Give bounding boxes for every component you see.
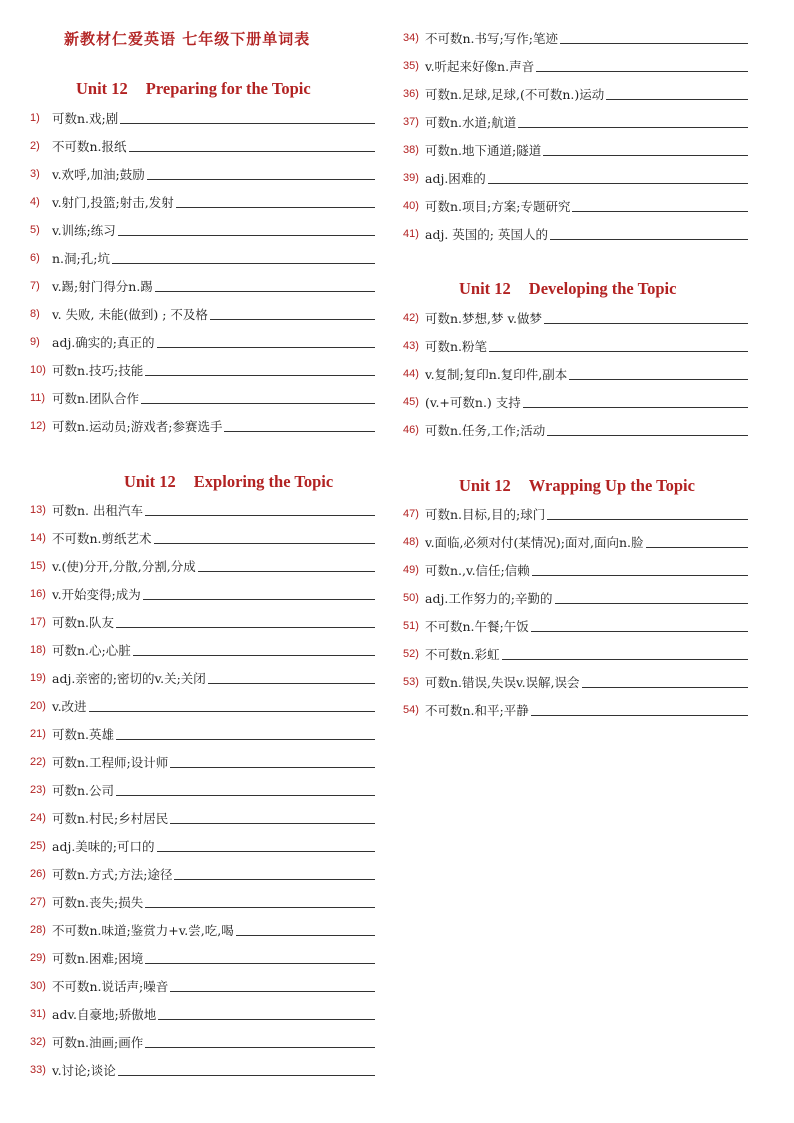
item-definition: 可数n.运动员;游戏者;参赛选手: [52, 419, 223, 434]
answer-blank[interactable]: [606, 98, 748, 100]
item-definition: adj.工作努力的;辛勤的: [425, 591, 553, 606]
list-item: [30, 751, 375, 771]
answer-blank[interactable]: [118, 1074, 375, 1076]
list-item: [30, 947, 375, 967]
item-number: 54): [403, 704, 419, 716]
list-item: [403, 111, 748, 131]
item-definition: 可数n.梦想,梦 v.做梦: [425, 311, 543, 326]
item-number: 46): [403, 424, 419, 436]
item-number: 12): [30, 420, 46, 432]
list-item: [30, 667, 375, 687]
item-definition: 可数n.工程师;设计师: [52, 755, 169, 770]
answer-blank[interactable]: [518, 126, 748, 128]
answer-blank[interactable]: [118, 234, 375, 236]
item-definition: 可数n.任务,工作;活动: [425, 423, 546, 438]
list-item: [30, 247, 375, 267]
section-name: Wrapping Up the Topic: [528, 476, 695, 495]
item-definition: 不可数n.报纸: [52, 139, 127, 154]
list-item: [30, 639, 375, 659]
item-number: 47): [403, 508, 419, 520]
answer-blank[interactable]: [158, 1018, 375, 1020]
list-item: [403, 531, 748, 551]
answer-blank[interactable]: [210, 318, 375, 320]
item-definition: 不可数n.书写;写作;笔迹: [425, 31, 558, 46]
item-number: 6): [30, 252, 40, 264]
list-item: [30, 779, 375, 799]
list-item: [30, 695, 375, 715]
answer-blank[interactable]: [145, 906, 375, 908]
list-item: [403, 363, 748, 383]
item-definition: 可数n.足球,足球,(不可数n.)运动: [425, 87, 605, 102]
list-item: [30, 583, 375, 603]
list-item: [30, 1059, 375, 1079]
item-number: 4): [30, 196, 40, 208]
item-definition: 可数n.心;心脏: [52, 643, 131, 658]
item-number: 37): [403, 116, 419, 128]
answer-blank[interactable]: [572, 210, 748, 212]
item-definition: 可数n.项目;方案;专题研究: [425, 199, 571, 214]
answer-blank[interactable]: [569, 378, 748, 380]
answer-blank[interactable]: [145, 514, 375, 516]
list-item: [30, 219, 375, 239]
list-item: [403, 391, 748, 411]
list-item: [30, 527, 375, 547]
item-number: 20): [30, 700, 46, 712]
item-number: 35): [403, 60, 419, 72]
list-item: [403, 55, 748, 75]
list-item: [30, 275, 375, 295]
item-number: 41): [403, 228, 419, 240]
item-definition: v.复制;复印n.复印件,副本: [425, 367, 568, 382]
item-definition: v.踢;射门得分n.踢: [52, 279, 153, 294]
answer-blank[interactable]: [208, 682, 375, 684]
answer-blank[interactable]: [112, 262, 375, 264]
item-number: 40): [403, 200, 419, 212]
item-number: 2): [30, 140, 40, 152]
answer-blank[interactable]: [89, 710, 375, 712]
item-definition: 可数n.戏;剧: [52, 111, 119, 126]
item-number: 38): [403, 144, 419, 156]
section-name: Preparing for the Topic: [145, 79, 311, 98]
list-item: [403, 587, 748, 607]
item-definition: v.欢呼,加油;鼓励: [52, 167, 145, 182]
list-item: [30, 891, 375, 911]
answer-blank[interactable]: [547, 434, 748, 436]
answer-blank[interactable]: [170, 822, 375, 824]
answer-blank[interactable]: [174, 878, 375, 880]
list-item: [403, 167, 748, 187]
list-item: [403, 671, 748, 691]
item-definition: adj.困难的: [425, 171, 486, 186]
item-definition: 可数n.队友: [52, 615, 115, 630]
item-definition: v.开始变得;成为: [52, 587, 141, 602]
answer-blank[interactable]: [531, 714, 748, 716]
item-number: 26): [30, 868, 46, 880]
item-definition: 可数n.丧失;损失: [52, 895, 144, 910]
list-item: [403, 139, 748, 159]
section-name: Developing the Topic: [528, 279, 677, 298]
item-number: 39): [403, 172, 419, 184]
list-item: [30, 1003, 375, 1023]
item-number: 3): [30, 168, 40, 180]
item-number: 23): [30, 784, 46, 796]
item-definition: 可数n.粉笔: [425, 339, 488, 354]
item-number: 15): [30, 560, 46, 572]
item-number: 52): [403, 648, 419, 660]
item-number: 32): [30, 1036, 46, 1048]
item-number: 29): [30, 952, 46, 964]
answer-blank[interactable]: [176, 206, 375, 208]
section-unit: Unit 12: [459, 279, 511, 298]
item-number: 14): [30, 532, 46, 544]
document-title: 新教材仁爱英语 七年级下册单词表: [64, 30, 311, 48]
item-number: 48): [403, 536, 419, 548]
item-number: 11): [30, 392, 46, 404]
answer-blank[interactable]: [550, 238, 748, 240]
item-definition: adj.亲密的;密切的v.关;关闭: [52, 671, 206, 686]
answer-blank[interactable]: [236, 934, 375, 936]
item-definition: 可数n.村民;乡村居民: [52, 811, 169, 826]
item-number: 13): [30, 504, 46, 516]
section-unit: Unit 12: [76, 79, 128, 98]
answer-blank[interactable]: [170, 990, 375, 992]
item-definition: adj.美味的;可口的: [52, 839, 155, 854]
item-number: 9): [30, 336, 40, 348]
answer-blank[interactable]: [145, 1046, 375, 1048]
list-item: [30, 611, 375, 631]
list-item: [403, 195, 748, 215]
item-definition: adj. 英国的; 英国人的: [425, 227, 548, 242]
list-item: [30, 163, 375, 183]
list-item: [30, 863, 375, 883]
item-definition: 不可数n.剪纸艺术: [52, 531, 152, 546]
item-definition: 不可数n.彩虹: [425, 647, 500, 662]
section-title-preparing: [76, 79, 311, 99]
item-number: 7): [30, 280, 40, 292]
answer-blank[interactable]: [224, 430, 375, 432]
item-number: 44): [403, 368, 419, 380]
list-item: [403, 27, 748, 47]
section-unit: Unit 12: [459, 476, 511, 495]
list-item: [30, 135, 375, 155]
item-number: 53): [403, 676, 419, 688]
list-item: [403, 503, 748, 523]
answer-blank[interactable]: [157, 850, 375, 852]
list-item: [403, 223, 748, 243]
item-definition: 不可数n.午餐;午饭: [425, 619, 529, 634]
item-number: 19): [30, 672, 46, 684]
item-number: 18): [30, 644, 46, 656]
item-definition: 可数n.技巧;技能: [52, 363, 144, 378]
item-number: 42): [403, 312, 419, 324]
list-item: [30, 919, 375, 939]
answer-blank[interactable]: [543, 154, 748, 156]
item-definition: v.讨论;谈论: [52, 1063, 116, 1078]
item-definition: 不可数n.味道;鉴赏力+v.尝,吃,喝: [52, 923, 234, 938]
list-item: [30, 1031, 375, 1051]
answer-blank[interactable]: [116, 626, 375, 628]
list-item: [30, 191, 375, 211]
list-item: [30, 499, 375, 519]
list-item: [30, 331, 375, 351]
item-number: 34): [403, 32, 419, 44]
list-item: [403, 559, 748, 579]
answer-blank[interactable]: [544, 322, 748, 324]
answer-blank[interactable]: [547, 518, 748, 520]
item-number: 21): [30, 728, 46, 740]
item-number: 43): [403, 340, 419, 352]
item-definition: adj.确实的;真正的: [52, 335, 155, 350]
answer-blank[interactable]: [532, 574, 748, 576]
item-number: 27): [30, 896, 46, 908]
list-item: [403, 615, 748, 635]
item-number: 8): [30, 308, 40, 320]
answer-blank[interactable]: [646, 546, 749, 548]
list-item: [30, 387, 375, 407]
item-definition: 可数n.英雄: [52, 727, 115, 742]
list-item: [30, 555, 375, 575]
item-definition: v.面临,必须对付(某情况);面对,面向n.脸: [425, 535, 644, 550]
item-number: 28): [30, 924, 46, 936]
answer-blank[interactable]: [582, 686, 748, 688]
answer-blank[interactable]: [536, 70, 748, 72]
item-definition: v.听起来好像n.声音: [425, 59, 535, 74]
item-number: 36): [403, 88, 419, 100]
item-definition: 可数n.方式;方法;途径: [52, 867, 173, 882]
answer-blank[interactable]: [133, 654, 375, 656]
list-item: [403, 83, 748, 103]
item-number: 31): [30, 1008, 46, 1020]
item-definition: 可数n.水道;航道: [425, 115, 517, 130]
answer-blank[interactable]: [157, 346, 375, 348]
answer-blank[interactable]: [141, 402, 375, 404]
list-item: [30, 415, 375, 435]
answer-blank[interactable]: [531, 630, 748, 632]
item-number: 50): [403, 592, 419, 604]
item-number: 22): [30, 756, 46, 768]
item-definition: 可数n.团队合作: [52, 391, 140, 406]
answer-blank[interactable]: [489, 350, 748, 352]
item-definition: 可数n.油画;画作: [52, 1035, 144, 1050]
answer-blank[interactable]: [145, 374, 375, 376]
item-definition: v.射门,投篮;射击,发射: [52, 195, 174, 210]
answer-blank[interactable]: [145, 962, 375, 964]
item-definition: 不可数n.和平;平静: [425, 703, 529, 718]
section-name: Exploring the Topic: [193, 472, 334, 491]
answer-blank[interactable]: [488, 182, 748, 184]
list-item: [403, 307, 748, 327]
item-definition: v. 失败, 未能(做到) ; 不及格: [52, 307, 208, 322]
list-item: [403, 699, 748, 719]
item-definition: 可数n.公司: [52, 783, 115, 798]
item-number: 5): [30, 224, 40, 236]
answer-blank[interactable]: [555, 602, 748, 604]
list-item: [403, 643, 748, 663]
item-definition: v.训练;练习: [52, 223, 116, 238]
item-definition: 可数n.,v.信任;信赖: [425, 563, 530, 578]
answer-blank[interactable]: [120, 122, 375, 124]
section-title-developing: [459, 279, 676, 299]
answer-blank[interactable]: [502, 658, 748, 660]
item-definition: 可数n.错误,失误v.误解,误会: [425, 675, 580, 690]
item-number: 51): [403, 620, 419, 632]
answer-blank[interactable]: [147, 178, 375, 180]
item-definition: adv.自豪地;骄傲地: [52, 1007, 157, 1022]
answer-blank[interactable]: [560, 42, 748, 44]
item-number: 49): [403, 564, 419, 576]
item-number: 10): [30, 364, 46, 376]
item-definition: 可数n.地下通道;隧道: [425, 143, 542, 158]
answer-blank[interactable]: [154, 542, 375, 544]
section-title-wrapping: [459, 476, 695, 496]
section-title-exploring: [124, 472, 333, 492]
list-item: [30, 107, 375, 127]
item-number: 16): [30, 588, 46, 600]
list-item: [403, 335, 748, 355]
item-definition: v.改进: [52, 699, 87, 714]
section-unit: Unit 12: [124, 472, 176, 491]
answer-blank[interactable]: [170, 766, 375, 768]
item-definition: (v.+可数n.) 支持: [425, 395, 521, 410]
item-number: 45): [403, 396, 419, 408]
answer-blank[interactable]: [155, 290, 375, 292]
list-item: [30, 723, 375, 743]
answer-blank[interactable]: [116, 738, 375, 740]
list-item: [30, 975, 375, 995]
list-item: [30, 359, 375, 379]
item-definition: 可数n. 出租汽车: [52, 503, 143, 518]
item-definition: n.洞;孔;坑: [52, 251, 110, 266]
item-definition: 不可数n.说话声;噪音: [52, 979, 169, 994]
item-number: 24): [30, 812, 46, 824]
answer-blank[interactable]: [523, 406, 748, 408]
item-definition: v.(使)分开,分散,分割,分成: [52, 559, 196, 574]
answer-blank[interactable]: [116, 794, 375, 796]
list-item: [30, 807, 375, 827]
item-number: 1): [30, 112, 40, 124]
item-definition: 可数n.目标,目的;球门: [425, 507, 546, 522]
item-number: 30): [30, 980, 46, 992]
list-item: [30, 835, 375, 855]
list-item: [30, 303, 375, 323]
list-item: [403, 419, 748, 439]
answer-blank[interactable]: [198, 570, 375, 572]
answer-blank[interactable]: [129, 150, 375, 152]
answer-blank[interactable]: [143, 598, 375, 600]
item-number: 17): [30, 616, 46, 628]
item-definition: 可数n.困难;困境: [52, 951, 144, 966]
item-number: 25): [30, 840, 46, 852]
item-number: 33): [30, 1064, 46, 1076]
